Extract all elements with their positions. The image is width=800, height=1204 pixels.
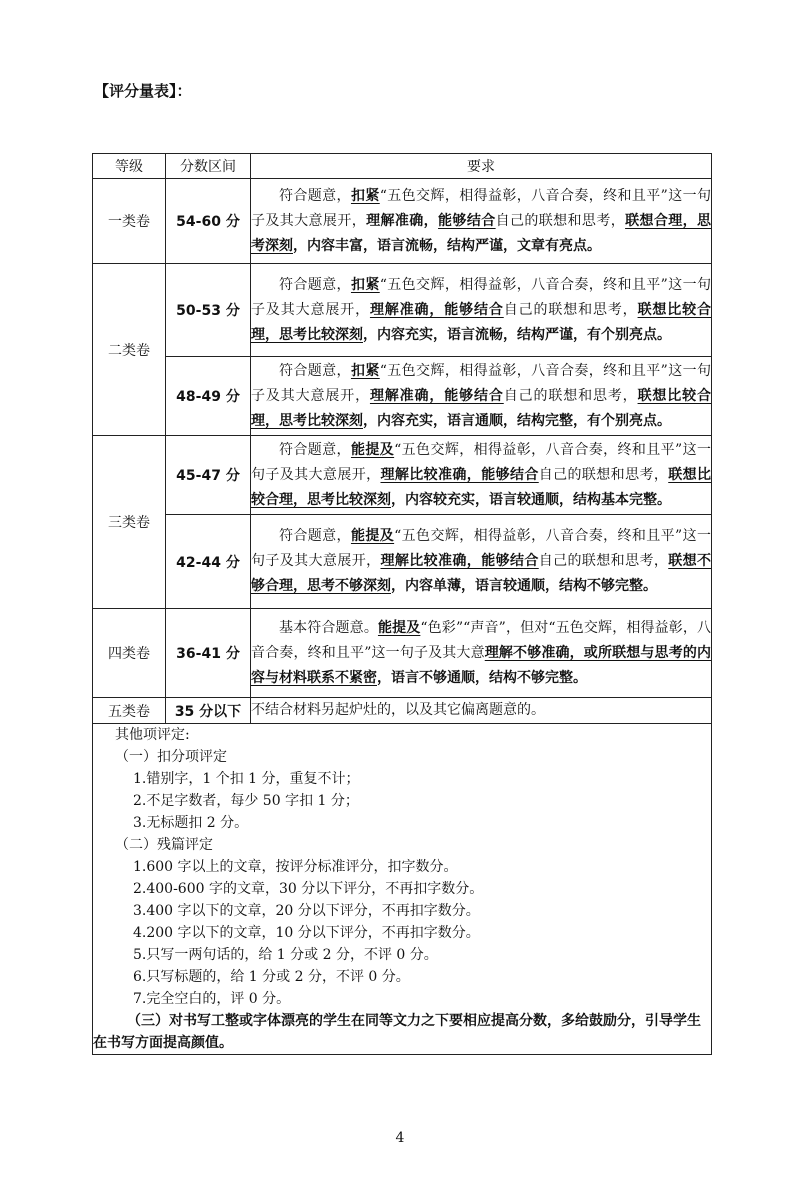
requirement-text: 自己的联想和思考， xyxy=(503,387,638,404)
requirement-text: 联想比较合理，思考比较深刻 xyxy=(251,387,712,429)
requirement-text: 理解不够准确，或所联想与思考的内容与材料联系不紧密 xyxy=(251,644,712,686)
section3-text: （三）对书写工整或字体漂亮的学生在同等文力之下要相应提高分数，多给鼓励分，引导学生在书写方面提高颜值。 xyxy=(93,1013,701,1051)
rubric-row xyxy=(93,436,712,515)
section2-title: （二）残篇评定 xyxy=(115,837,213,853)
requirement-text: “五色交辉，相得益彰，八音合奏，终和且平”这一句子及其大意展开， xyxy=(251,528,711,569)
grade-cell: 一类卷 xyxy=(93,179,166,264)
requirement-text: “五色交辉，相得益彰，八音合奏，终和且平”这一句子及其大意展开， xyxy=(251,441,711,483)
grade-cell: 五类卷 xyxy=(93,698,166,724)
requirement-text: “色彩”“声音”，但对“五色交辉，相得益彰，八音合奏，终和且平”这一句子及其大意 xyxy=(251,619,712,661)
other-criteria-cell xyxy=(93,724,712,1055)
requirement-text: “五色交辉，相得益彰，八音合奏，终和且平”这一句子及其大意展开， xyxy=(251,362,711,404)
header-grade: 等级 xyxy=(93,154,166,179)
requirement-text: “五色交辉，相得益彰，八音合奏，终和且平”这一句子及其大意展开， xyxy=(251,276,711,318)
rubric-row xyxy=(93,609,712,698)
requirement-text: 扣紧 xyxy=(350,187,380,204)
others-title: 其他项评定: xyxy=(115,727,190,743)
section1-item: 3.无标题扣 2 分。 xyxy=(133,815,249,831)
requirement-text: “五色交辉，相得益彰，八音合奏，终和且平”这一句子及其大意展开， xyxy=(251,187,711,229)
requirement-text: ，内容较充实，语言较通顺，结构基本完整。 xyxy=(391,491,671,508)
section2-item: 6.只写标题的，给 1 分或 2 分，不评 0 分。 xyxy=(133,969,410,985)
requirement-text: 符合题意， xyxy=(279,276,351,293)
rubric-table xyxy=(92,153,712,1055)
header-range: 分数区间 xyxy=(166,154,251,179)
requirement-text: ，内容丰富，语言流畅，结构严谨，文章有亮点。 xyxy=(293,237,601,254)
requirement-text: 扣紧 xyxy=(350,276,380,293)
requirement-text: ，内容单薄，语言较通顺，结构不够完整。 xyxy=(391,578,657,594)
section1-item: 1.错别字，1 个扣 1 分，重复不计； xyxy=(133,771,360,787)
requirement-text: 自己的联想和思考， xyxy=(538,553,669,569)
requirement-cell xyxy=(251,357,712,436)
section2-item: 5.只写一两句话的，给 1 分或 2 分，不评 0 分。 xyxy=(133,947,438,963)
rubric-heading: 【评分量表】： xyxy=(94,82,192,100)
score-range-cell: 35 分以下 xyxy=(166,698,251,724)
requirement-text: 理解准确，能够结合 xyxy=(369,387,504,404)
section2-item: 1.600 字以上的文章，按评分标准评分，扣字数分。 xyxy=(133,859,458,875)
section2-item: 7.完全空白的，评 0 分。 xyxy=(133,991,291,1007)
requirement-cell xyxy=(251,609,712,698)
requirement-text: 联想比较合理，思考比较深刻 xyxy=(251,466,712,508)
rubric-row xyxy=(93,264,712,357)
section1-item: 2.不足字数者，每少 50 字扣 1 分； xyxy=(133,793,359,809)
section2-item: 2.400-600 字的文章，30 分以下评分，不再扣字数分。 xyxy=(133,881,484,897)
requirement-text: 自己的联想和思考， xyxy=(503,301,638,318)
section2-item: 4.200 字以下的文章，10 分以下评分，不再扣字数分。 xyxy=(133,925,480,941)
page-number: 4 xyxy=(395,1130,405,1146)
requirement-cell xyxy=(251,179,712,264)
table-header-row xyxy=(93,154,712,179)
requirement-text: 符合题意， xyxy=(279,362,351,379)
section2-item: 3.400 字以下的文章，20 分以下评分，不再扣字数分。 xyxy=(133,903,480,919)
requirement-text: 理解准确，能够结合 xyxy=(369,301,504,318)
requirement-text: 理解比较准确，能够结合 xyxy=(380,553,539,569)
requirement-text: 符合题意， xyxy=(279,528,351,544)
requirement-cell xyxy=(251,698,712,724)
requirement-text: 能提及 xyxy=(350,441,395,458)
requirement-text: 基本符合题意。 xyxy=(279,619,378,636)
requirement-text: 符合题意， xyxy=(279,441,351,458)
grade-cell: 四类卷 xyxy=(93,609,166,698)
requirement-text: 理解比较准确，能够结合 xyxy=(380,466,539,483)
requirement-text: ，内容充实，语言流畅，结构严谨，有个别亮点。 xyxy=(363,326,671,343)
score-range-cell: 54-60 分 xyxy=(166,179,251,264)
requirement-cell xyxy=(251,264,712,357)
requirement-text: 联想合理，思考深刻 xyxy=(251,212,712,254)
requirement-text: 不结合材料另起炉灶的，以及其它偏离题意的。 xyxy=(251,702,545,718)
score-range-cell: 42-44 分 xyxy=(166,515,251,609)
score-range-cell: 50-53 分 xyxy=(166,264,251,357)
requirement-text: 理解准确， xyxy=(366,212,439,229)
requirement-text: 自己的联想和思考， xyxy=(538,466,669,483)
rubric-row xyxy=(93,357,712,436)
requirement-text: 能提及 xyxy=(377,619,421,636)
requirement-text: ，内容充实，语言通顺，结构完整，有个别亮点。 xyxy=(363,412,671,429)
rubric-row xyxy=(93,515,712,609)
header-requirement: 要求 xyxy=(251,154,712,179)
requirement-cell xyxy=(251,515,712,609)
requirement-text: 自己的联想和思考， xyxy=(495,212,626,229)
requirement-text: 能够结合 xyxy=(438,212,496,229)
requirement-text: 联想比较合理，思考比较深刻 xyxy=(251,301,712,343)
grade-cell: 二类卷 xyxy=(93,264,166,436)
requirement-cell xyxy=(251,436,712,515)
requirement-text: 扣紧 xyxy=(350,362,380,379)
score-range-cell: 45-47 分 xyxy=(166,436,251,515)
rubric-row xyxy=(93,179,712,264)
score-range-cell: 36-41 分 xyxy=(166,609,251,698)
requirement-text: 符合题意， xyxy=(279,187,351,204)
others-row xyxy=(93,724,712,1055)
score-range-cell: 48-49 分 xyxy=(166,357,251,436)
grade-cell: 三类卷 xyxy=(93,436,166,609)
section1-title: （一）扣分项评定 xyxy=(115,749,227,765)
requirement-text: ，语言不够通顺，结构不够完整。 xyxy=(377,669,587,686)
requirement-text: 能提及 xyxy=(350,528,395,544)
rubric-row xyxy=(93,698,712,724)
requirement-text: 联想不够合理，思考不够深刻 xyxy=(251,553,712,594)
